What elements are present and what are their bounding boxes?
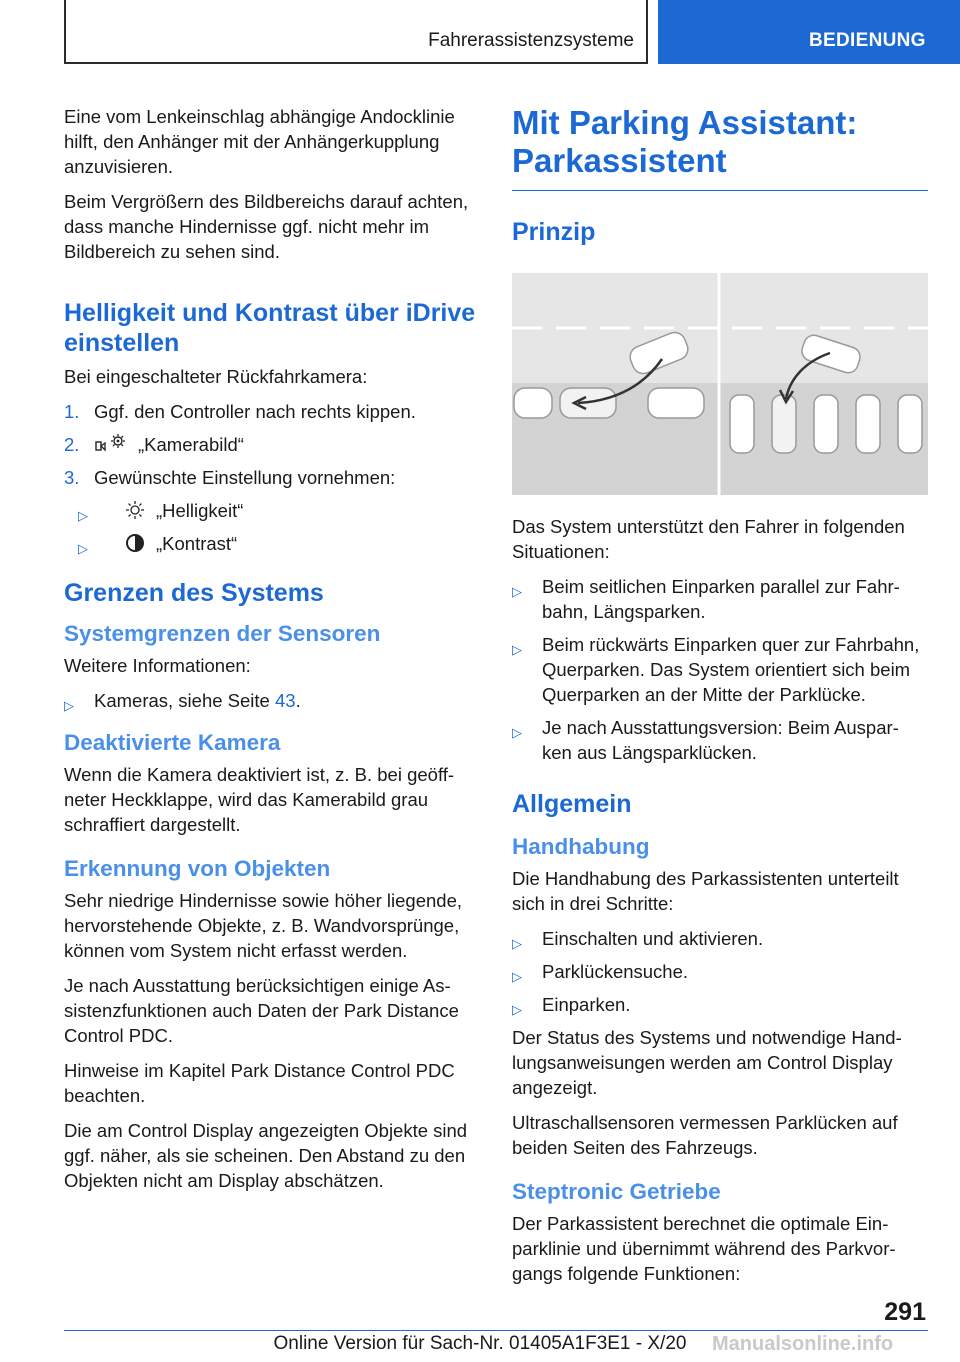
header-section-box (64, 0, 648, 64)
intro-paragraph-2: Beim Vergrößern des Bildbereichs darauf achten, dass manche Hindernisse ggf. nicht mehr im Bildbereich zu sehen sind. (64, 191, 469, 262)
brightness-steps (64, 399, 484, 490)
step-text: Gewünschte Einstellung vornehmen: (94, 467, 396, 488)
heading-deactivated-camera: Deaktivierte Kamera (64, 730, 281, 755)
situation-text: Je nach Ausstattungsversion: Beim Auspar‐ ken aus Längsparklücken. (542, 717, 899, 763)
option-text: „Kontrast“ (156, 533, 238, 554)
handling-step (512, 992, 928, 1017)
footer-online-version: Online Version für Sach-Nr. 01405A1F3E1 - X/20 (273, 1333, 687, 1354)
heading-general: Allgemein (512, 790, 632, 818)
camera-reference-end: . (295, 690, 301, 711)
heading-handling: Handhabung (512, 834, 650, 859)
triangle-bullet-icon: ▷ (512, 969, 522, 984)
heading-sensor-limits: Systemgrenzen der Sensoren (64, 621, 381, 646)
handling-step (512, 926, 928, 951)
right-column (512, 104, 928, 1296)
heading-steptronic: Steptronic Getriebe (512, 1179, 721, 1204)
situation-text: Beim seitlichen Einparken parallel zur Fahr‐ bahn, Längsparken. (542, 576, 900, 622)
triangle-bullet-icon: ▷ (512, 725, 522, 740)
watermark: Manualsonline.info (712, 1333, 894, 1355)
heading-object-detection: Erkennung von Objekten (64, 856, 331, 881)
header-chapter-title: BEDIENUNG (809, 30, 926, 51)
header-chapter-tab (658, 0, 960, 64)
handling-step (512, 959, 928, 984)
step-text: Ggf. den Controller nach rechts kippen. (94, 401, 416, 422)
step-text: „Kamerabild“ (138, 434, 244, 455)
principle-intro: Das System unterstützt den Fahrer in folgenden Situationen: (512, 516, 905, 562)
option-contrast (64, 531, 484, 556)
step-number: 1. (64, 401, 80, 422)
situation-item (512, 574, 928, 624)
handling-step-text: Parklückensuche. (542, 961, 689, 982)
step-1 (64, 399, 484, 424)
ultrasonic-paragraph: Ultraschallsensoren vermessen Parklücken auf beiden Seiten des Fahrzeugs. (512, 1112, 898, 1158)
detection-paragraph-3: Hinweise im Kapitel Park Distance Control PDC beachten. (64, 1060, 455, 1106)
steptronic-paragraph: Der Parkassistent berechnet die optimale Ein‐ parklinie und übernimmt während des Parkvor‐ gangs folgende Funktionen: (512, 1213, 896, 1284)
adjustment-options (64, 498, 484, 556)
contrast-icon (124, 532, 146, 554)
detection-paragraph-4: Die am Control Display angezeigten Objekte sind ggf. näher, als sie scheinen. Den Abstand zu den Objekten nicht am Display abschätzen. (64, 1120, 468, 1191)
triangle-bullet-icon: ▷ (512, 1002, 522, 1017)
step-3 (64, 465, 484, 490)
triangle-bullet-icon: ▷ (512, 936, 522, 951)
page-link-43[interactable]: 43 (274, 690, 296, 711)
detection-paragraph-2: Je nach Ausstattung berücksichtigen einige As‐ sistenzfunktionen auch Daten der Park Distance Control PDC. (64, 975, 459, 1046)
step-number: 3. (64, 467, 80, 488)
camera-reference-text: Kameras, siehe Seite (94, 690, 275, 711)
situation-list (512, 574, 928, 765)
heading-system-limits: Grenzen des Systems (64, 579, 324, 607)
parking-principle-illustration (512, 273, 928, 495)
situation-text: Beim rückwärts Einparken quer zur Fahrbahn, Querparken. Das System orientiert sich beim Querparken an der Mitte der Parklücke. (542, 634, 920, 705)
triangle-bullet-icon: ▷ (512, 642, 522, 657)
triangle-bullet-icon: ▷ (78, 508, 88, 523)
reference-list (64, 688, 484, 713)
heading-parking-assistant: Mit Parking Assistant: Parkassistent (512, 104, 928, 191)
header-section-title: Fahrerassistenzsysteme (428, 30, 634, 51)
heading-principle: Prinzip (512, 218, 596, 246)
handling-step-text: Einschalten und aktivieren. (542, 928, 764, 949)
handling-intro: Die Handhabung des Parkassistenten unterteilt sich in drei Schritte: (512, 868, 899, 914)
more-info-label: Weitere Informationen: (64, 655, 251, 676)
page-number: 291 (884, 1298, 926, 1326)
left-column (64, 104, 484, 1203)
brightness-intro: Bei eingeschalteter Rückfahrkamera: (64, 366, 368, 387)
step-number: 2. (64, 434, 80, 455)
status-paragraph: Der Status des Systems und notwendige Hand‐ lungsanweisungen werden am Control Display angezeigt. (512, 1027, 902, 1098)
footer-divider (64, 1330, 928, 1331)
camera-settings-icon (94, 433, 128, 455)
option-text: „Helligkeit“ (156, 500, 244, 521)
camera-reference (64, 688, 484, 713)
triangle-bullet-icon: ▷ (64, 698, 74, 713)
sun-icon (124, 499, 146, 521)
step-2 (64, 432, 484, 457)
intro-paragraph-1: Eine vom Lenkeinschlag abhängige Andocklinie hilft, den Anhänger mit der Anhängerkupplung anzuvisieren. (64, 106, 455, 177)
situation-item (512, 715, 928, 765)
triangle-bullet-icon: ▷ (78, 541, 88, 556)
heading-brightness-contrast: Helligkeit und Kontrast über iDrive einstellen (64, 299, 476, 357)
option-brightness (64, 498, 484, 523)
triangle-bullet-icon: ▷ (512, 584, 522, 599)
handling-steps (512, 926, 928, 1017)
deactivated-camera-text: Wenn die Kamera deaktiviert ist, z. B. bei geöff‐ neter Heckklappe, wird das Kamerabild grau schraffiert dargestellt. (64, 764, 455, 835)
situation-item (512, 632, 928, 707)
detection-paragraph-1: Sehr niedrige Hindernisse sowie höher liegende, hervorstehende Objekte, z. B. Wandvorsprünge, können vom System nicht erfasst werden. (64, 890, 462, 961)
handling-step-text: Einparken. (542, 994, 631, 1015)
